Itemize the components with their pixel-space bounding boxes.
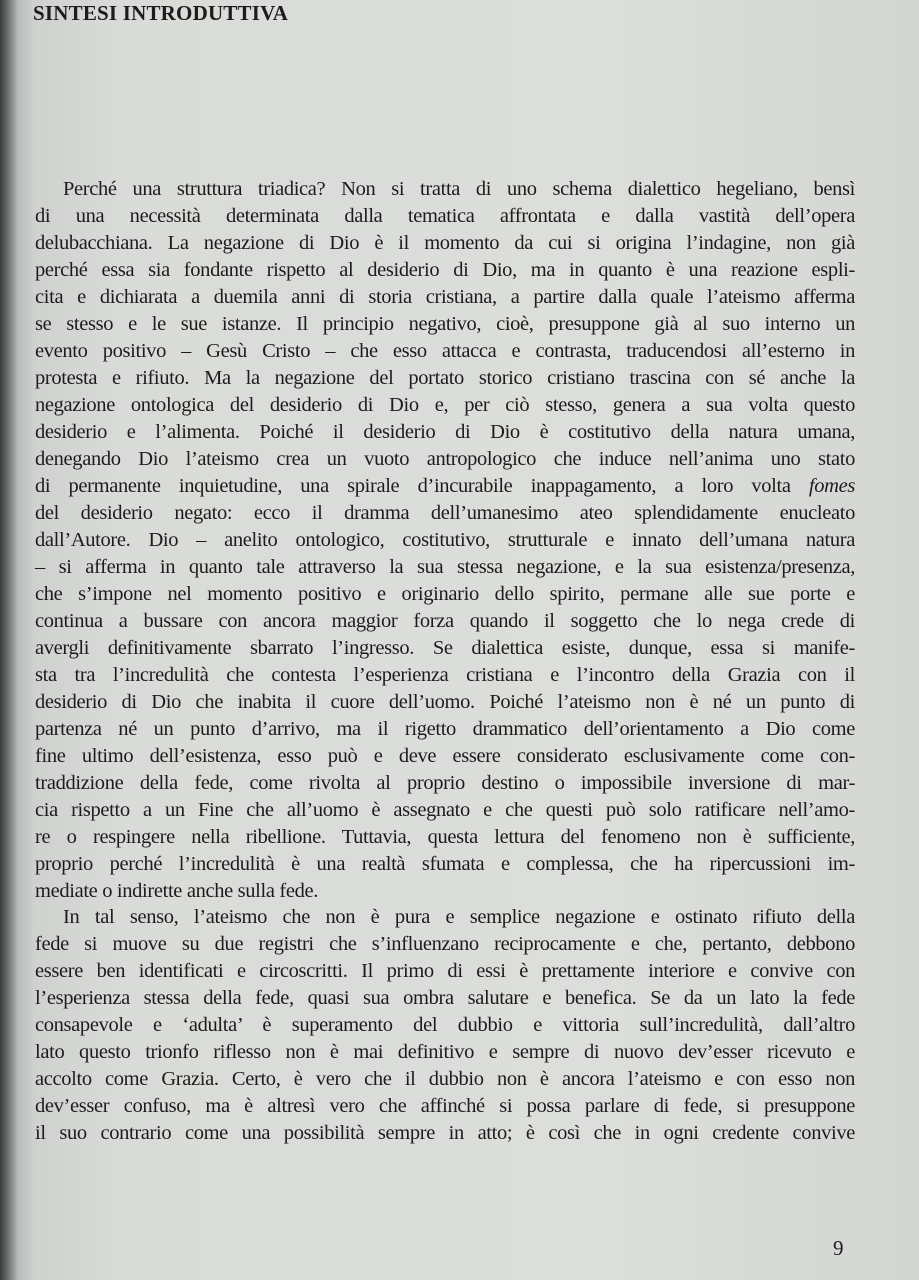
text-line (35, 716, 855, 743)
text-line (35, 1093, 855, 1120)
line-text: accolto come Grazia. Certo, è vero che il dubbio non è ancora l’ateismo e con esso non (35, 1068, 855, 1090)
text-line (35, 392, 855, 419)
line-text: cia rispetto a un Fine che all’uomo è assegnato e che questi può solo ratificare nell’amo- (35, 799, 855, 821)
text-line (35, 446, 855, 473)
text-line (35, 1120, 855, 1147)
line-text: se stesso e le sue istanze. Il principio negativo, cioè, presuppone già al suo interno un (35, 313, 855, 335)
line-text: evento positivo – Gesù Cristo – che esso attacca e contrasta, traducendosi all’esterno in (35, 340, 855, 362)
line-text: consapevole e ‘adulta’ è superamento del dubbio e vittoria sull’incredulità, dall’altro (35, 1014, 855, 1036)
text-line (35, 851, 855, 878)
text-line (35, 1012, 855, 1039)
text-line (35, 473, 855, 500)
paragraph-1 (35, 176, 855, 905)
line-text: cita e dichiarata a duemila anni di storia cristiana, a partire dalla quale l’ateismo afferma (35, 286, 855, 308)
line-text: desiderio di Dio che inabita il cuore dell’uomo. Poiché l’ateismo non è né un punto di (35, 691, 855, 713)
text-line (35, 338, 855, 365)
text-line (35, 770, 855, 797)
text-line (35, 743, 855, 770)
text-line (35, 635, 855, 662)
text-line (35, 419, 855, 446)
section-heading: SINTESI INTRODUTTIVA (33, 1, 289, 25)
text-line (35, 176, 855, 203)
line-text: fede si muove su due registri che s’influenzano reciprocamente e che, pertanto, debbono (35, 933, 855, 955)
text-line (35, 1066, 855, 1093)
text-line (35, 797, 855, 824)
line-text: mediate o indirette anche sulla fede. (35, 880, 319, 902)
line-text: delubacchiana. La negazione di Dio è il momento da cui si origina l’indagine, non già (35, 232, 855, 254)
line-text: – si afferma in quanto tale attraverso la sua stessa negazione, e la sua esistenza/presenza, (35, 556, 855, 578)
line-text: l’esperienza stessa della fede, quasi sua ombra salutare e benefica. Se da un lato la fede (35, 987, 855, 1009)
text-line (35, 365, 855, 392)
line-text: re o respingere nella ribellione. Tuttavia, questa lettura del fenomeno non è sufficiente, (35, 826, 855, 848)
line-text: In tal senso, l’ateismo che non è pura e semplice negazione e ostinato rifiuto della (63, 906, 855, 928)
line-text: fine ultimo dell’esistenza, esso può e deve essere considerato esclusivamente come con- (35, 745, 855, 767)
line-text: protesta e rifiuto. Ma la negazione del portato storico cristiano trascina con sé anche la (35, 367, 855, 389)
text-line (35, 284, 855, 311)
text-line (35, 1039, 855, 1066)
text-line (35, 203, 855, 230)
text-line (35, 608, 855, 635)
body-text (35, 176, 855, 1147)
line-text: proprio perché l’incredulità è una realtà sfumata e complessa, che ha ripercussioni im- (35, 853, 855, 875)
line-text: del desiderio negato: ecco il dramma dell’umanesimo ateo splendidamente enucleato (35, 502, 855, 524)
text-line (35, 904, 855, 931)
line-text: sta tra l’incredulità che contesta l’esperienza cristiana e l’incontro della Grazia con il (35, 664, 855, 686)
line-text: traddizione della fede, come rivolta al proprio destino o impossibile inversione di mar- (35, 772, 855, 794)
text-line (35, 689, 855, 716)
text-line (35, 662, 855, 689)
page-number: 9 (833, 1236, 844, 1260)
line-text: lato questo trionfo riflesso non è mai definitivo e sempre di nuovo dev’esser ricevuto e (35, 1041, 855, 1063)
line-text: essere ben identificati e circoscritti. Il primo di essi è prettamente interiore e convive con (35, 960, 855, 982)
line-text: che s’impone nel momento positivo e originario dello spirito, permane alle sue porte e (35, 583, 855, 605)
italic-term: fomes (808, 475, 855, 497)
line-text: il suo contrario come una possibilità sempre in atto; è così che in ogni credente convive (35, 1122, 855, 1144)
text-line (35, 257, 855, 284)
text-line (35, 581, 855, 608)
text-line (35, 500, 855, 527)
line-text: partenza né un punto d’arrivo, ma il rigetto drammatico dell’orientamento a Dio come (35, 718, 855, 740)
text-line (35, 311, 855, 338)
text-line (35, 554, 855, 581)
line-text: avergli definitivamente sbarrato l’ingresso. Se dialettica esiste, dunque, essa si manife- (35, 637, 855, 659)
text-line (35, 931, 855, 958)
line-text: negazione ontologica del desiderio di Dio e, per ciò stesso, genera a sua volta questo (35, 394, 855, 416)
paragraph-2 (35, 904, 855, 1147)
line-text: denegando Dio l’ateismo crea un vuoto antropologico che induce nell’anima uno stato (35, 448, 855, 470)
line-text: di una necessità determinata dalla tematica affrontata e dalla vastità dell’opera (35, 205, 855, 227)
text-line (35, 985, 855, 1012)
line-text: dev’esser confuso, ma è altresì vero che affinché si possa parlare di fede, si presuppone (35, 1095, 855, 1117)
text-line (35, 527, 855, 554)
line-text: perché essa sia fondante rispetto al desiderio di Dio, ma in quanto è una reazione espli- (35, 259, 855, 281)
line-text: dall’Autore. Dio – anelito ontologico, costitutivo, strutturale e innato dell’umana natura (35, 529, 855, 551)
line-text: Perché una struttura triadica? Non si tratta di uno schema dialettico hegeliano, bensì (63, 178, 855, 200)
text-line (35, 824, 855, 851)
text-line (35, 878, 855, 905)
line-text: continua a bussare con ancora maggior forza quando il soggetto che lo nega crede di (35, 610, 855, 632)
text-line (35, 958, 855, 985)
line-text: desiderio e l’alimenta. Poiché il desiderio di Dio è costitutivo della natura umana, (35, 421, 855, 443)
text-line (35, 230, 855, 257)
line-text: di permanente inquietudine, una spirale d’incurabile inappagamento, a loro volta (35, 475, 791, 497)
